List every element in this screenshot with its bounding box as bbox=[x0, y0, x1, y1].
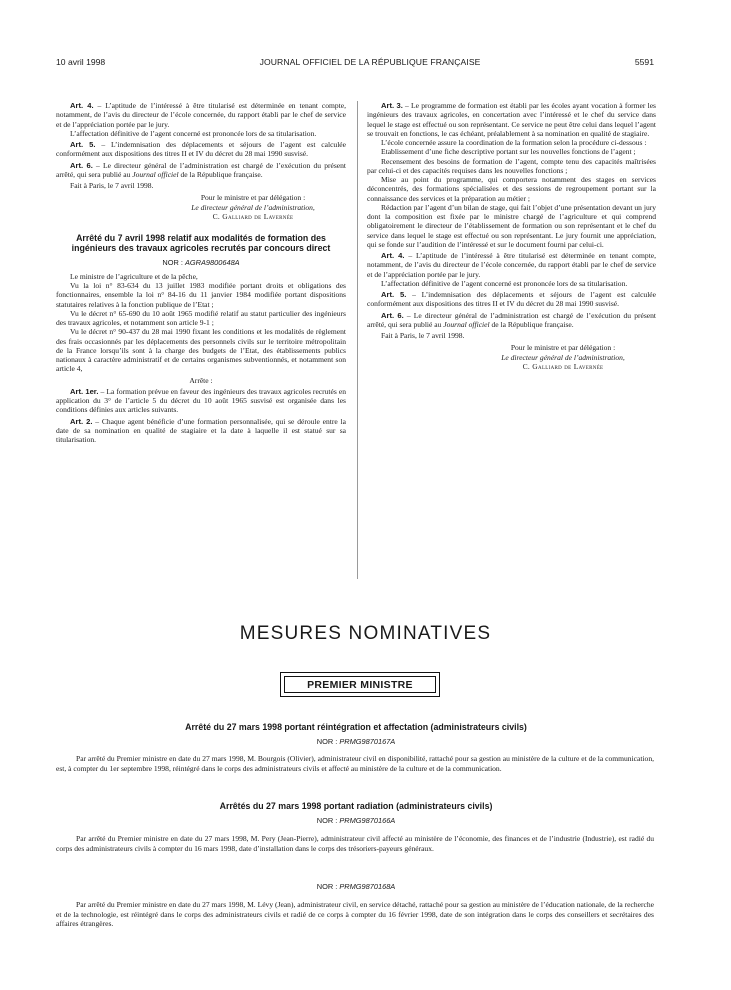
journal-officiel-ref: Journal officiel bbox=[443, 319, 490, 329]
entry-nor: NOR : PRMG9870166A bbox=[316, 816, 396, 825]
column-divider bbox=[357, 101, 358, 579]
decree-title: Arrêté du 7 avril 1998 relatif aux modalités de formation des ingénieurs des travaux agricoles recrutés par concours direct bbox=[71, 233, 331, 254]
ministry-box bbox=[280, 672, 440, 697]
entry-text: Par arrêté du Premier ministre en date du 27 mars 1998, M. Bourgois (Olivier), administrateur civil en disponibilité, rattaché pour sa gestion au ministère de la culture et de la communication, est, à compter du 1er septembre 1998, réintégré dans le corps des administrateurs civils et affecté au ministère de la culture et de la communication. bbox=[56, 754, 654, 773]
right-column bbox=[367, 101, 656, 371]
article-4-paragraph-2: L’affectation définitive de l’agent concerné est prononcée lors de sa titularisation. bbox=[70, 128, 317, 138]
signature-delegation: Pour le ministre et par délégation : bbox=[200, 193, 306, 203]
nor-reference: NOR : AGRA9800648A bbox=[162, 257, 240, 267]
entry-title: Arrêtés du 27 mars 1998 portant radiation (administrateurs civils) bbox=[219, 801, 493, 811]
signature-name: C. Galliard de Lavernée bbox=[212, 211, 294, 221]
article-1: Art. 1er. – La formation prévue en faveur des ingénieurs des travaux agricoles recrutés en application du 3° de l’article 5 du décret du 10 août 1965 susvisé est organisée dans les conditions définies aux articles suivants. bbox=[56, 386, 346, 415]
ministry-name: PREMIER MINISTRE bbox=[307, 678, 413, 691]
signature-block bbox=[56, 193, 346, 221]
entry-text: Par arrêté du Premier ministre en date du 27 mars 1998, M. Lévy (Jean), administrateur civil, en service détaché, rattaché pour sa gestion au ministère de l’éducation nationale, de la recherche et de la technologie, est réintégré dans le corps des administrateurs civils et radié de ce corps à compter du 16 février 1998, date de son intégration dans le corps des conseillers et secrétaires des affaires étrangères. bbox=[56, 900, 654, 929]
header-date: 10 avril 1998 bbox=[56, 57, 106, 67]
entry-title: Arrêté du 27 mars 1998 portant réintégration et affectation (administrateurs civils) bbox=[185, 722, 527, 732]
procedure-step-recensement: Recensement des besoins de formation de l’agent, compte tenu des capacités maîtrisées par celui-ci et des capacités requises dans les nouvelles fonctions ; bbox=[367, 156, 656, 175]
arrete-word: Arrête : bbox=[189, 375, 213, 385]
procedure-step-programme: Mise au point du programme, qui comportera notamment des stages en services déconcentrés, des formations spécialisées et des sessions de regroupement portant sur la connaissance des services et la préparation au métier ; bbox=[367, 175, 656, 203]
signature-name: C. Galliard de Lavernée bbox=[522, 361, 604, 371]
procedure-step-bilan: Rédaction par l’agent d’un bilan de stage, qui fait l’objet d’une présentation devant un jury dont la composition est fixée par le ministre chargé de l’agriculture et qui comprend obligatoirement le directeur de l’établissement de formation ou son représentant et le chef du service dans lequel le stage est effectué ou son représentant. Le jury fournit une appréciation, qui se fonde sur l’audition de l’intéressé et sur le document fourni par celui-ci. bbox=[367, 202, 656, 249]
article-6: Art. 6. – Le directeur général de l’administration est chargé de l’exécution du présent arrêté, qui sera publié au Journal officiel de la République française. bbox=[56, 160, 346, 179]
entry-nor: NOR : PRMG9870167A bbox=[316, 737, 396, 746]
header-journal-title: JOURNAL OFFICIEL DE LA RÉPUBLIQUE FRANÇAISE bbox=[259, 57, 481, 67]
visa-3: Vu le décret n° 90-437 du 28 mai 1990 fixant les conditions et les modalités de règlement des frais occasionnés par les déplacements des personnels civils sur le territoire métropolitain de la France lorsqu’ils sont à la charge des budgets de l’Etat, des établissements publics nationaux à caractère administratif et de certains organismes subventionnés, et notamment son article 4, bbox=[56, 327, 346, 374]
signature-delegation: Pour le ministre et par délégation : bbox=[510, 343, 616, 353]
running-header bbox=[56, 57, 654, 67]
visa-1: Vu la loi n° 83-634 du 13 juillet 1983 modifiée portant droits et obligations des fonctionnaires, ensemble la loi n° 84-16 du 11 janvier 1984 modifiée portant dispositions statutaires relatives à la fonction publique de l’Etat ; bbox=[56, 281, 346, 309]
signature-title: Le directeur général de l’administration, bbox=[191, 202, 315, 212]
visa-2: Vu le décret n° 65-690 du 10 août 1965 modifié relatif au statut particulier des ingénieurs des travaux agricoles, et notamment son article 9-1 ; bbox=[56, 308, 346, 328]
section-title: MESURES NOMINATIVES bbox=[239, 623, 492, 644]
header-page-number: 5591 bbox=[634, 57, 654, 67]
article-5: Art. 5. – L’indemnisation des déplacements et séjours de l’agent est calculée conformément aux dispositions des titres II et IV du décret du 28 mai 1990 susvisé. bbox=[367, 290, 656, 309]
article-6: Art. 6. – Le directeur général de l’administration est chargé de l’exécution du présent arrêté, qui sera publié au Journal officiel de la République française. bbox=[367, 310, 656, 329]
article-3: Art. 3. – Le programme de formation est établi par les écoles ayant vocation à former les ingénieurs des travaux agricoles, en concertation avec l’intéressé et le chef du service dans lequel le stage est effectué ou son représentant. Ce service ne peut être celui dans lequel l’agent se trouvait en fonctions, le cas échéant, préalablement à sa nomination en qualité de stagiaire. bbox=[367, 101, 656, 138]
left-column bbox=[56, 101, 346, 444]
article-4-end: Art. 4. – L’aptitude de l’intéressé à être titularisé est déterminée en tenant compte, notamment, de l’avis du directeur de l’école concernée, du rapport établi par le chef de service et de l’appréciation portée par le jury. bbox=[56, 101, 346, 129]
signature-title: Le directeur général de l’administration, bbox=[501, 352, 625, 362]
procedure-step-fiche: Etablissement d’une fiche descriptive portant sur les nouvelles fonctions de l’agent ; bbox=[381, 147, 636, 157]
journal-officiel-ref: Journal officiel bbox=[132, 169, 179, 179]
minister-line: Le ministre de l’agriculture et de la pêche, bbox=[70, 271, 198, 281]
article-2: Art. 2. – Chaque agent bénéficie d’une formation personnalisée, qui se déroule entre la date de sa nomination en qualité de stagiaire et la date à laquelle il est statué sur sa titularisation. bbox=[56, 416, 346, 445]
entry-nor: NOR : PRMG9870168A bbox=[316, 882, 396, 891]
place-date: Fait à Paris, le 7 avril 1998. bbox=[381, 331, 465, 340]
signature-block bbox=[367, 343, 656, 371]
article-4: Art. 4. – L’aptitude de l’intéressé à être titularisé est déterminée en tenant compte, notamment, de l’avis du directeur de l’école concernée, du rapport établi par le chef de service et de l’appréciation portée par le jury. bbox=[367, 251, 656, 279]
entry-text: Par arrêté du Premier ministre en date du 27 mars 1998, M. Pery (Jean-Pierre), administrateur civil affecté au ministère de l’économie, des finances et de l’industrie (Industrie), est radié du corps des administrateurs civils à compter du 16 mars 1998, date d’installation dans le corps des trésoriers-payeurs généraux. bbox=[56, 834, 654, 853]
procedure-intro: L’école concernée assure la coordination de la formation selon la procédure ci-dessous : bbox=[381, 138, 647, 147]
place-date: Fait à Paris, le 7 avril 1998. bbox=[70, 181, 154, 190]
article-4-paragraph-2: L’affectation définitive de l’agent concerné est prononcée lors de sa titularisation. bbox=[381, 278, 628, 288]
article-5: Art. 5. – L’indemnisation des déplacements et séjours de l’agent est calculée conformément aux dispositions des titres II et IV du décret du 28 mai 1990 susvisé. bbox=[56, 140, 346, 159]
